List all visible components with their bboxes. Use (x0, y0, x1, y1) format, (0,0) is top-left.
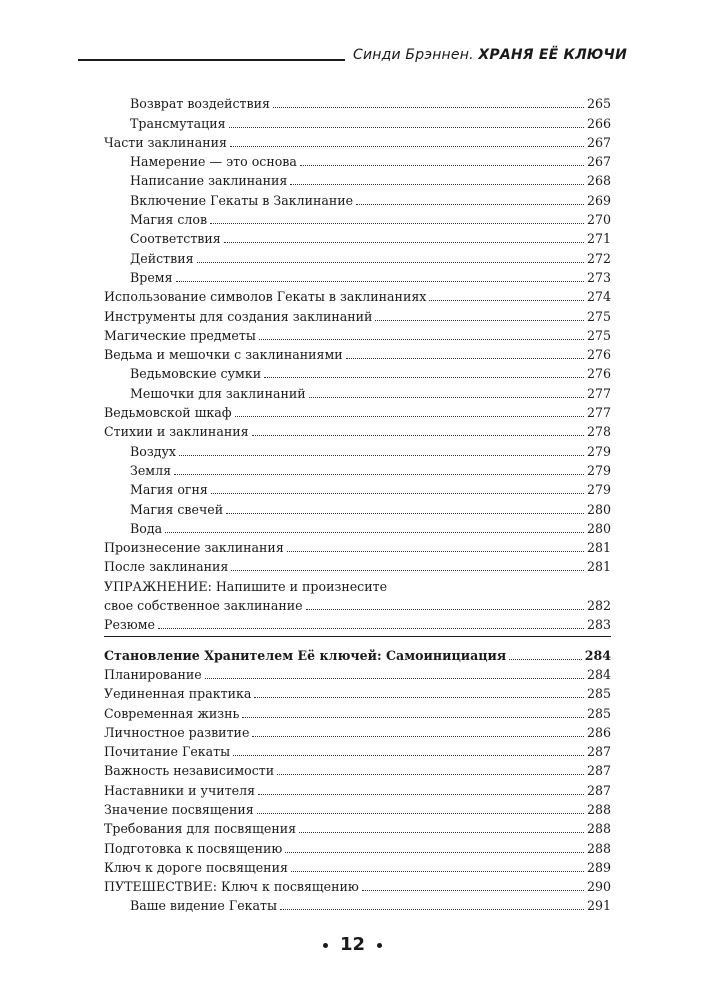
toc-dot-leader (362, 890, 584, 891)
running-header (78, 44, 627, 64)
toc-dot-leader (309, 397, 584, 398)
toc-entry-page: 288 (586, 821, 611, 837)
toc-entry-title: Уединенная практика (104, 686, 252, 702)
toc-entry-page: 268 (586, 173, 611, 189)
toc-entry-page: 271 (586, 231, 611, 247)
toc-entry (104, 894, 611, 913)
toc-dot-leader (299, 832, 584, 833)
toc-entry (104, 740, 611, 759)
toc-entry-title: Инструменты для создания заклинаний (104, 308, 373, 324)
toc-entry (104, 701, 611, 720)
toc-entry-title: Важность независимости (104, 763, 275, 779)
toc-dot-leader (158, 628, 584, 629)
toc-entry-page: 287 (586, 744, 611, 760)
toc-dot-leader (306, 609, 584, 610)
toc-entry-title: Возврат воздействия (130, 96, 270, 112)
toc-entry (104, 362, 611, 381)
toc-dot-leader (205, 678, 584, 679)
toc-entry (104, 574, 611, 593)
toc-dot-leader (290, 184, 584, 185)
toc-entry (104, 817, 611, 836)
toc-entry-title: Личностное развитие (104, 724, 250, 740)
toc-entry (104, 682, 611, 701)
toc-entry-title: Ведьма и мешочки с заклинаниями (104, 347, 343, 363)
toc-entry (104, 169, 611, 188)
toc-entry-title: Ключ к дороге посвящения (104, 859, 288, 875)
toc-entry-title: Действия (130, 250, 194, 266)
toc-entry-title: Земля (130, 462, 172, 478)
toc-entry-page: 282 (586, 598, 611, 614)
toc-entry (104, 131, 611, 150)
toc-entry (104, 227, 611, 246)
toc-entry (104, 759, 611, 778)
toc-entry-title: После заклинания (104, 559, 229, 575)
toc-entry (104, 420, 611, 439)
toc-entry-page: 281 (586, 559, 611, 575)
toc-entry-page: 280 (586, 501, 611, 517)
toc-dot-leader (375, 320, 584, 321)
toc-chapter-entry (104, 643, 611, 662)
toc-dot-leader (259, 339, 584, 340)
toc-entry-title: Почитание Гекаты (104, 744, 231, 760)
toc-entry (104, 517, 611, 536)
chapter-divider (104, 636, 611, 637)
toc-entry-page: 287 (586, 782, 611, 798)
toc-entry-page: 279 (586, 482, 611, 498)
toc-entry-title: Время (130, 269, 173, 285)
toc-entry-title: Трансмутация (130, 115, 226, 131)
toc-dot-leader (300, 165, 584, 166)
toc-entry (104, 478, 611, 497)
toc-entry-title: Магия свечей (130, 501, 224, 517)
toc-entry-page: 277 (586, 405, 611, 421)
toc-dot-leader (242, 717, 584, 718)
toc-entry (104, 246, 611, 265)
toc-entry (104, 150, 611, 169)
toc-entry-title: Подготовка к посвящению (104, 840, 283, 856)
toc-entry (104, 778, 611, 797)
toc-dot-leader (235, 416, 584, 417)
toc-dot-leader (257, 813, 584, 814)
toc-dot-leader (176, 281, 584, 282)
toc-entry-page: 273 (586, 269, 611, 285)
toc-entry (104, 208, 611, 227)
toc-entry-page: 291 (586, 898, 611, 914)
header-text (345, 46, 627, 64)
toc-entry (104, 836, 611, 855)
toc-entry-title: Намерение — это основа (130, 154, 297, 170)
toc-entry-title: свое собственное заклинание (104, 598, 303, 614)
toc-dot-leader (230, 146, 584, 147)
toc-entry (104, 285, 611, 304)
toc-dot-leader (252, 736, 584, 737)
toc-entry (104, 343, 611, 362)
toc-entry-page: 285 (586, 686, 611, 702)
toc-entry-title: Планирование (104, 666, 202, 682)
toc-dot-leader (264, 377, 584, 378)
toc-entry-page: 265 (586, 96, 611, 112)
toc-entry-page: 286 (586, 724, 611, 740)
page-number: 12 (339, 934, 366, 955)
toc-entry-title: Наставники и учителя (104, 782, 256, 798)
toc-entry-title: Ваше видение Гекаты (130, 898, 278, 914)
toc-entry-page: 284 (586, 666, 611, 682)
toc-entry-page: 280 (586, 520, 611, 536)
toc-dot-leader (233, 755, 584, 756)
toc-dot-leader (509, 659, 582, 660)
toc-entry (104, 439, 611, 458)
toc-entry-page: 267 (586, 134, 611, 150)
toc-entry-title: Современная жизнь (104, 705, 240, 721)
toc-dot-leader (252, 435, 584, 436)
toc-entry (104, 266, 611, 285)
toc-entry (104, 92, 611, 111)
toc-entry-page: 272 (586, 250, 611, 266)
toc-entry (104, 304, 611, 323)
toc-entry-page: 267 (586, 154, 611, 170)
toc-entry-title: Магия огня (130, 482, 208, 498)
toc-entry-title: УПРАЖНЕНИЕ: Напишите и произнесите (104, 578, 388, 594)
toc-dot-leader (226, 513, 584, 514)
toc-dot-leader (197, 262, 584, 263)
toc-entry-title: Произнесение заклинания (104, 540, 284, 556)
toc-dot-leader (258, 794, 584, 795)
toc-dot-leader (229, 127, 584, 128)
toc-entry-page: 288 (586, 840, 611, 856)
toc-entry-title: Магия слов (130, 212, 208, 228)
toc-entry (104, 613, 611, 632)
toc-entry (104, 111, 611, 130)
toc-entry-title: Использование символов Гекаты в заклинаниях (104, 289, 427, 305)
toc-entry (104, 875, 611, 894)
footer-dot-right (377, 943, 382, 948)
toc-entry (104, 555, 611, 574)
toc-entry (104, 188, 611, 207)
toc-dot-leader (285, 852, 584, 853)
toc-dot-leader (224, 242, 584, 243)
toc-dot-leader (179, 455, 584, 456)
toc-entry (104, 536, 611, 555)
toc-entry-page: 275 (586, 327, 611, 343)
toc-entry-title: Соответствия (130, 231, 221, 247)
header-author: Синди Брэннен. (352, 47, 474, 63)
toc-entry-page: 289 (586, 859, 611, 875)
toc-entry-title: Стихии и заклинания (104, 424, 249, 440)
toc-dot-leader (277, 774, 584, 775)
footer-dot-left (323, 943, 328, 948)
toc-entry-title: Значение посвящения (104, 801, 254, 817)
toc-entry-title: Требования для посвящения (104, 821, 297, 837)
toc-entry (104, 381, 611, 400)
toc-entry-page: 288 (586, 801, 611, 817)
toc-entry (104, 594, 611, 613)
toc-entry-title: Резюме (104, 617, 156, 633)
toc-entry-title: Включение Гекаты в Заклинание (130, 192, 354, 208)
toc-dot-leader (210, 223, 584, 224)
toc-entry-title: Магические предметы (104, 327, 256, 343)
toc-entry-page: 275 (586, 308, 611, 324)
toc-entry-page: 278 (586, 424, 611, 440)
toc-dot-leader (346, 358, 584, 359)
toc-entry (104, 721, 611, 740)
toc-entry-page: 276 (586, 347, 611, 363)
toc-entry-page: 290 (586, 879, 611, 895)
toc-entry-page: 279 (586, 462, 611, 478)
toc-entry-title: Становление Хранителем Её ключей: Самоинициация (104, 647, 507, 663)
toc-entry-title: Части заклинания (104, 134, 227, 150)
toc-entry-title: Написание заклинания (130, 173, 288, 189)
toc-entry-page: 269 (586, 192, 611, 208)
toc-entry (104, 497, 611, 516)
toc-entry (104, 798, 611, 817)
toc-entry (104, 401, 611, 420)
toc-entry-page: 287 (586, 763, 611, 779)
toc-entry-page: 279 (586, 443, 611, 459)
toc-entry-page: 266 (586, 115, 611, 131)
toc-entry-title: Мешочки для заклинаний (130, 385, 306, 401)
toc-entry (104, 663, 611, 682)
toc-entry-page: 284 (584, 647, 611, 663)
toc-entry-title: Ведьмовские сумки (130, 366, 262, 382)
toc-dot-leader (273, 107, 584, 108)
toc-entry (104, 856, 611, 875)
toc-entry-page: 285 (586, 705, 611, 721)
toc-entry-title: ПУТЕШЕСТВИЕ: Ключ к посвящению (104, 879, 359, 895)
toc-entry-page: 276 (586, 366, 611, 382)
toc-dot-leader (174, 474, 584, 475)
toc-entry-title: Ведьмовской шкаф (104, 405, 232, 421)
toc-entry-page: 281 (586, 540, 611, 556)
toc-entry-title: Вода (130, 520, 163, 536)
page-footer (0, 934, 705, 955)
toc-dot-leader (429, 300, 584, 301)
toc-entry-page: 274 (586, 289, 611, 305)
toc-dot-leader (254, 697, 584, 698)
toc-entry-page: 277 (586, 385, 611, 401)
header-book-title: ХРАНЯ ЕЁ КЛЮЧИ (478, 47, 627, 63)
toc-dot-leader (211, 493, 584, 494)
toc-entry (104, 459, 611, 478)
toc-entry (104, 324, 611, 343)
toc-dot-leader (231, 570, 584, 571)
toc-dot-leader (291, 871, 584, 872)
toc-entry-page: 283 (586, 617, 611, 633)
toc-dot-leader (287, 551, 584, 552)
toc-dot-leader (356, 204, 584, 205)
toc-dot-leader (165, 532, 584, 533)
toc-entry-page: 270 (586, 212, 611, 228)
toc-entry-title: Воздух (130, 443, 176, 459)
toc-dot-leader (280, 909, 584, 910)
table-of-contents (104, 92, 611, 913)
